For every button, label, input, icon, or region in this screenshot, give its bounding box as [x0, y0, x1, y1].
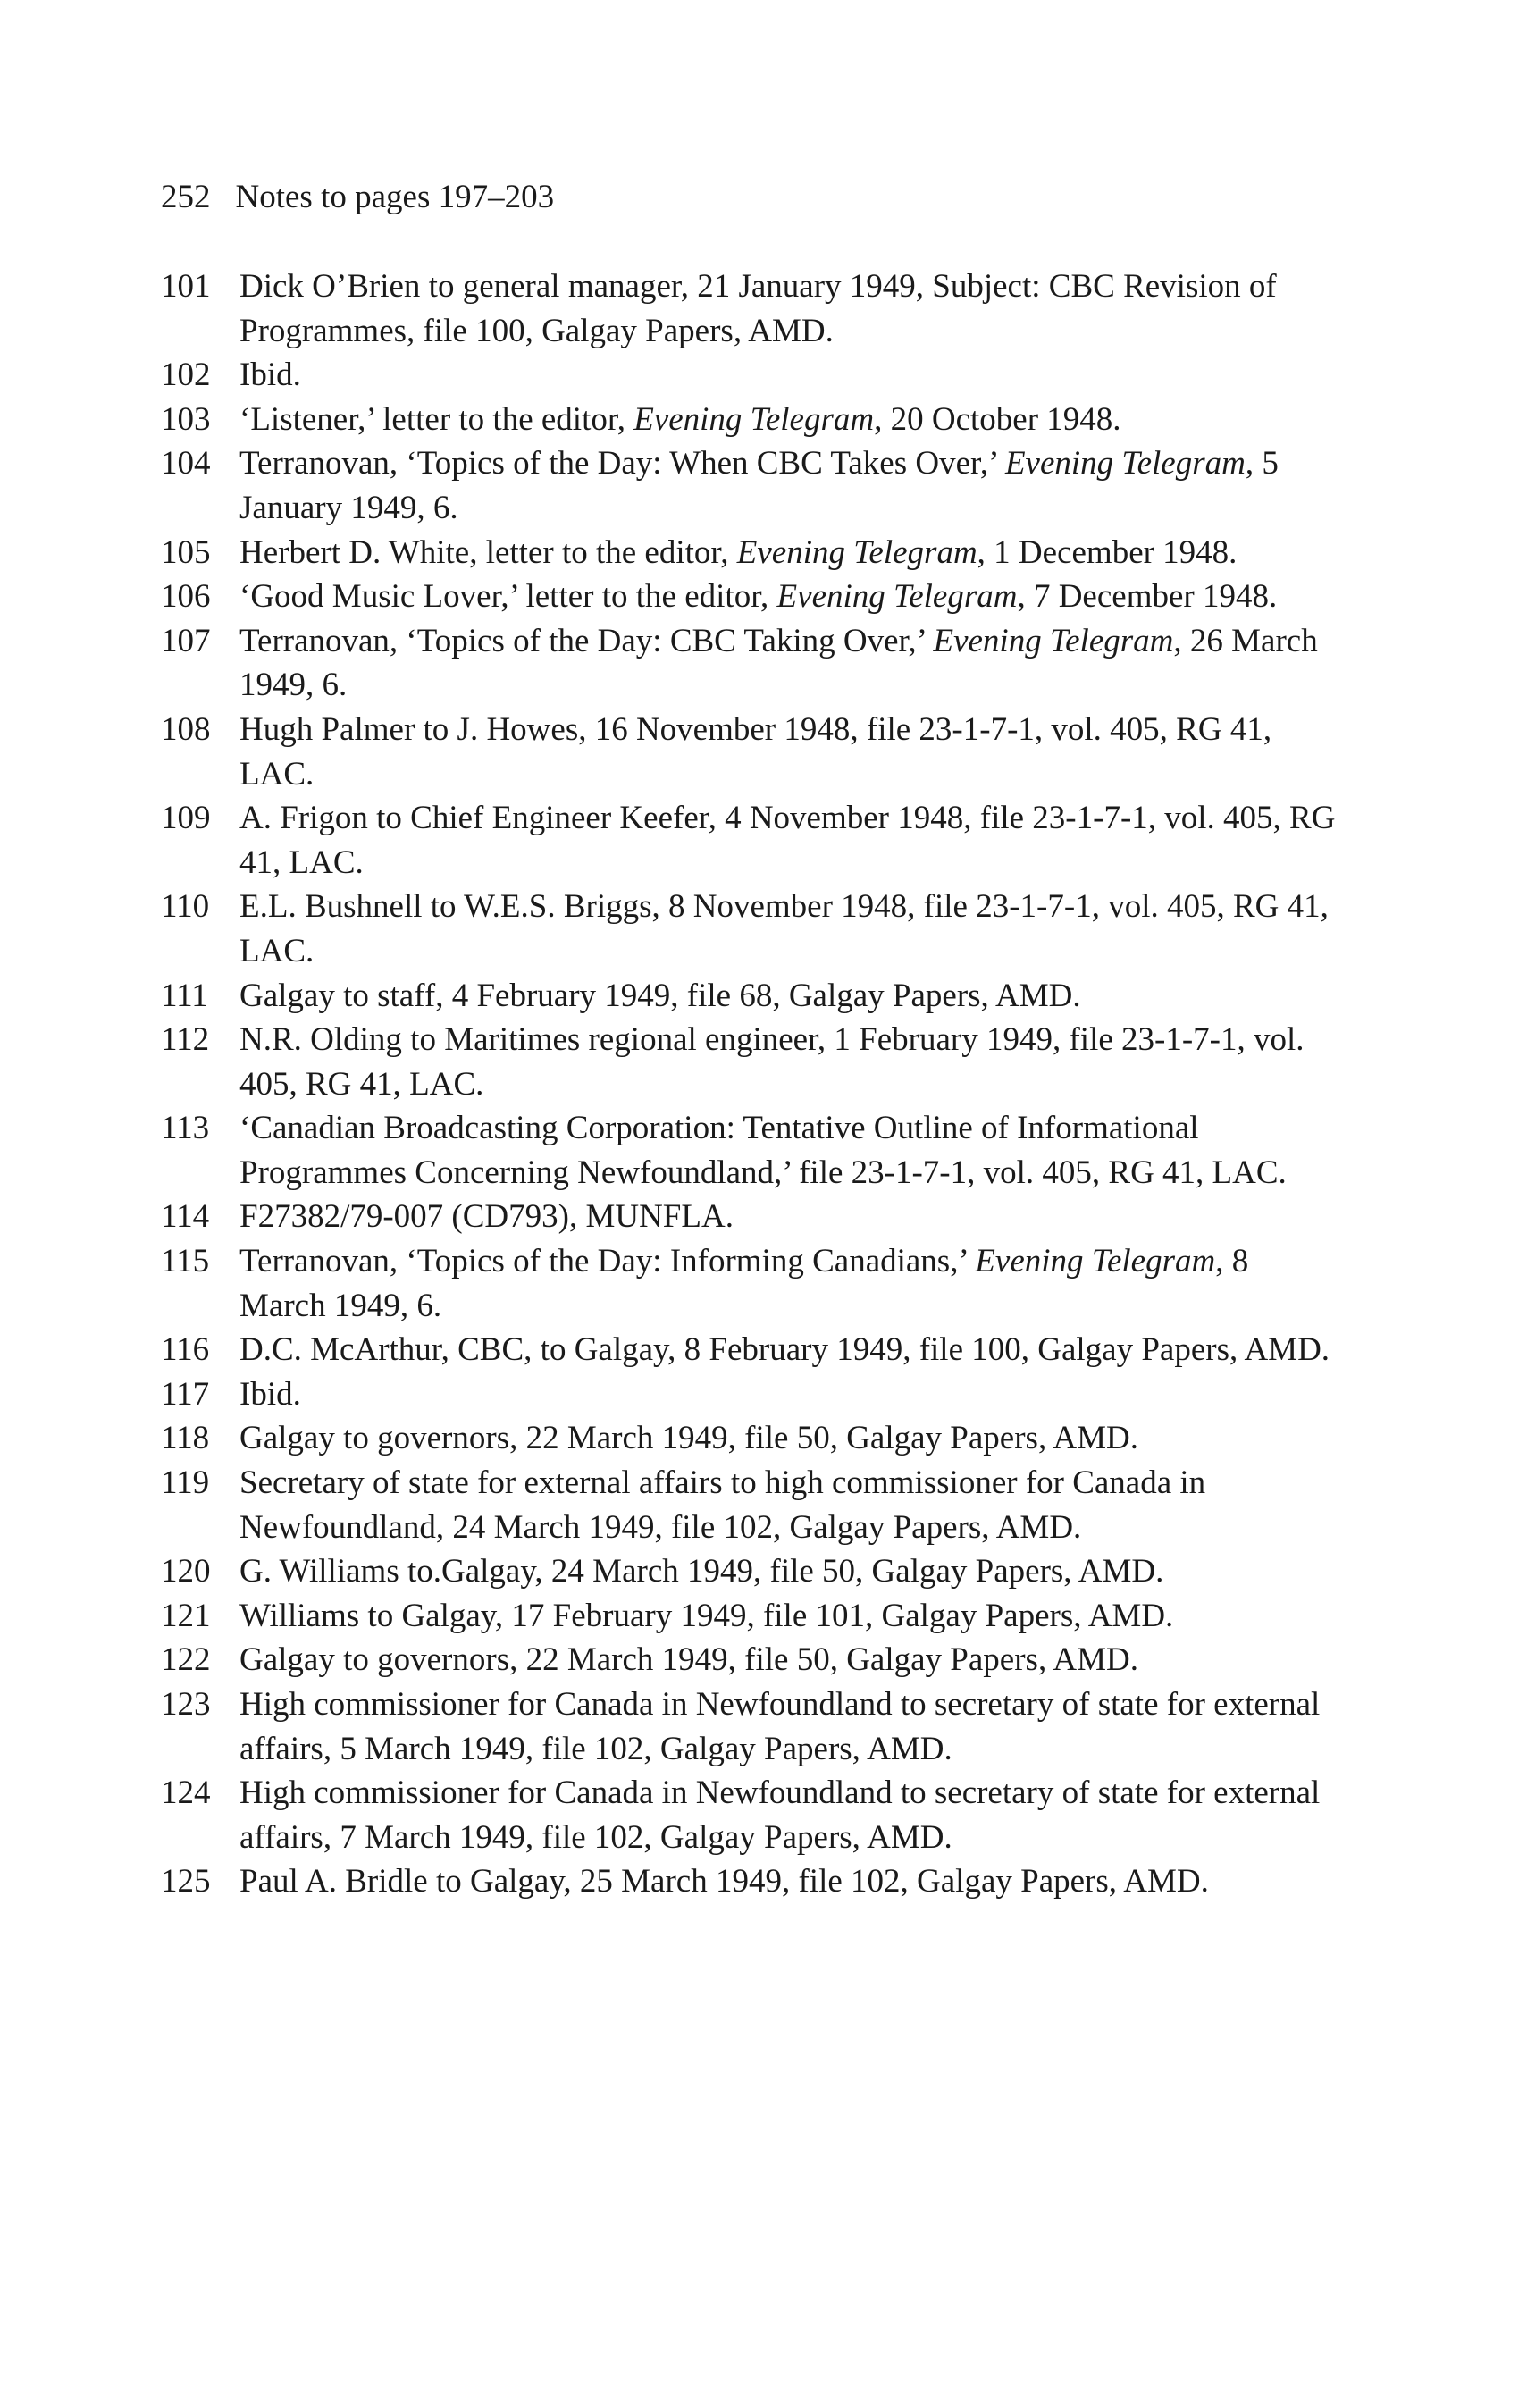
- endnote-text-run: , 20 October 1948.: [874, 400, 1121, 438]
- endnote-text-run: F27382/79-007 (CD793), MUNFLA.: [239, 1198, 734, 1236]
- endnote-text: [239, 1641, 1138, 1678]
- endnote-text-run: Terranovan, ‘Topics of the Day: Informing Canadians,’: [239, 1243, 976, 1280]
- publication-title: Evening Telegram: [633, 400, 875, 438]
- publication-title: Evening Telegram: [776, 578, 1018, 616]
- endnote-number: 111: [161, 977, 208, 1014]
- endnote-text: [239, 711, 1271, 793]
- endnote-text-run: N.R. Olding to Maritimes regional engineer, 1 February 1949, file 23-1-7-1, vol. 405, RG 41, LAC.: [239, 1021, 1305, 1103]
- endnote-text: [239, 1464, 1205, 1546]
- endnote-text-run: , 1 December 1948.: [977, 533, 1238, 571]
- endnote-text-run: High commissioner for Canada in Newfoundland to secretary of state for external affairs, 5 March 1949, file 102, Galgay Papers, AMD.: [239, 1686, 1321, 1767]
- endnote-text-run: D.C. McArthur, CBC, to Galgay, 8 February 1949, file 100, Galgay Papers, AMD.: [239, 1331, 1330, 1369]
- endnote: [161, 353, 1340, 398]
- endnote-text-run: Hugh Palmer to J. Howes, 16 November 1948, file 23-1-7-1, vol. 405, RG 41, LAC.: [239, 710, 1272, 793]
- endnote: [161, 1638, 1340, 1682]
- endnote-text: [239, 578, 1277, 615]
- running-head-title: Notes to pages 197–203: [235, 179, 555, 215]
- endnote-text: [239, 534, 1237, 571]
- endnote: [161, 1416, 1340, 1461]
- endnote-number: 122: [161, 1641, 211, 1679]
- endnote-number: 105: [161, 533, 211, 571]
- endnote-text-run: , 7 December 1948.: [1017, 578, 1278, 616]
- endnote-number: 115: [161, 1243, 210, 1280]
- publication-title: Evening Telegram: [1004, 445, 1246, 482]
- endnote-text-run: , 26 March 1949, 6.: [239, 622, 1318, 704]
- endnote: [161, 398, 1340, 442]
- endnote: [161, 796, 1340, 885]
- endnote-number: 113: [161, 1110, 210, 1147]
- endnote-text: [239, 1243, 1248, 1324]
- endnote-number: 119: [161, 1464, 210, 1502]
- endnote-number: 114: [161, 1198, 210, 1236]
- endnote-text-run: , 5 January 1949, 6.: [239, 445, 1279, 526]
- endnote-text: [239, 1553, 1163, 1590]
- endnote-text: [239, 268, 1277, 349]
- endnote-text-run: , 8 March 1949, 6.: [239, 1243, 1249, 1324]
- endnote: [161, 1594, 1340, 1639]
- endnote-text: [239, 888, 1329, 969]
- endnote-text: [239, 623, 1318, 704]
- endnote: [161, 1859, 1340, 1904]
- endnote-text: [239, 1376, 301, 1413]
- endnote-number: 109: [161, 800, 211, 837]
- endnote-text: [239, 1686, 1320, 1767]
- endnote: [161, 974, 1340, 1019]
- endnote-text-run: G. Williams to.Galgay, 24 March 1949, file 50, Galgay Papers, AMD.: [239, 1553, 1164, 1590]
- endnote: [161, 1106, 1340, 1195]
- endnote-number: 106: [161, 578, 211, 616]
- endnote: [161, 1771, 1340, 1859]
- endnote-number: 121: [161, 1597, 211, 1634]
- endnote-text-run: Galgay to governors, 22 March 1949, file 50, Galgay Papers, AMD.: [239, 1420, 1138, 1457]
- endnote-text: [239, 1331, 1330, 1368]
- endnote: [161, 1682, 1340, 1771]
- endnote-text-run: Terranovan, ‘Topics of the Day: When CBC Takes Over,’: [239, 445, 1005, 482]
- endnote-text-run: E.L. Bushnell to W.E.S. Briggs, 8 November 1948, file 23-1-7-1, vol. 405, RG 41, LAC.: [239, 888, 1329, 969]
- endnote-number: 117: [161, 1375, 210, 1413]
- endnote-text: [239, 800, 1335, 881]
- endnote-number: 110: [161, 888, 210, 926]
- endnote-text: [239, 1420, 1138, 1456]
- endnote-number: 116: [161, 1331, 210, 1369]
- endnote-number: 120: [161, 1553, 211, 1590]
- publication-title: Evening Telegram: [736, 533, 977, 571]
- endnote-number: 118: [161, 1420, 210, 1457]
- endnote-text: [239, 357, 301, 393]
- endnote-text-run: Williams to Galgay, 17 February 1949, file 101, Galgay Papers, AMD.: [239, 1597, 1174, 1634]
- endnote-number: 123: [161, 1686, 211, 1723]
- endnote: [161, 1195, 1340, 1239]
- endnote-text: [239, 1775, 1320, 1856]
- endnote-text-run: ‘Listener,’ letter to the editor,: [239, 400, 634, 438]
- endnote: [161, 1328, 1340, 1372]
- endnote-number: 124: [161, 1775, 211, 1812]
- publication-title: Evening Telegram: [975, 1243, 1216, 1280]
- endnote-text-run: Galgay to staff, 4 February 1949, file 68, Galgay Papers, AMD.: [239, 977, 1081, 1014]
- endnote-text: [239, 401, 1121, 438]
- endnote-text-run: Terranovan, ‘Topics of the Day: CBC Taking Over,’: [239, 622, 934, 659]
- endnote-number: 103: [161, 400, 211, 438]
- endnote-number: 112: [161, 1021, 210, 1059]
- endnote: [161, 531, 1340, 575]
- endnote-number: 101: [161, 268, 211, 305]
- endnote-number: 107: [161, 622, 211, 659]
- running-head: [161, 175, 554, 220]
- endnote-text-run: Secretary of state for external affairs to high commissioner for Canada in Newfoundland, 24 March 1949, file 102, Galgay Papers, AMD.: [239, 1464, 1206, 1546]
- endnote-text-run: Herbert D. White, letter to the editor,: [239, 533, 737, 571]
- endnote-number: 125: [161, 1863, 211, 1900]
- endnote-text-run: Dick O’Brien to general manager, 21 January 1949, Subject: CBC Revision of Programmes, file 100, Galgay Papers, AMD.: [239, 268, 1277, 349]
- endnote-number: 104: [161, 445, 211, 482]
- endnote: [161, 441, 1340, 530]
- endnote-text-run: Ibid.: [239, 1375, 301, 1413]
- endnote-text-run: ‘Canadian Broadcasting Corporation: Tentative Outline of Informational Programmes Concerning Newfoundland,’ file 23-1-7-1, vol. 405, RG 41, LAC.: [239, 1110, 1287, 1191]
- publication-title: Evening Telegram: [933, 622, 1174, 659]
- endnote: [161, 885, 1340, 973]
- endnote: [161, 708, 1340, 796]
- endnote-text-run: ‘Good Music Lover,’ letter to the editor,: [239, 578, 777, 616]
- endnote-text-run: Ibid.: [239, 357, 301, 394]
- endnote-text: [239, 1198, 734, 1235]
- endnotes-list: [161, 264, 1340, 1904]
- endnote: [161, 1018, 1340, 1106]
- endnote: [161, 1461, 1340, 1549]
- endnote: [161, 575, 1340, 619]
- endnote-text: [239, 1863, 1209, 1900]
- endnote-number: 108: [161, 710, 211, 748]
- endnote: [161, 1239, 1340, 1328]
- endnote-text-run: Paul A. Bridle to Galgay, 25 March 1949, file 102, Galgay Papers, AMD.: [239, 1863, 1209, 1900]
- endnote-text-run: Galgay to governors, 22 March 1949, file 50, Galgay Papers, AMD.: [239, 1641, 1138, 1679]
- endnote: [161, 1372, 1340, 1417]
- endnote: [161, 1549, 1340, 1594]
- endnote-text: [239, 977, 1081, 1014]
- endnote-text-run: A. Frigon to Chief Engineer Keefer, 4 November 1948, file 23-1-7-1, vol. 405, RG 41, LAC.: [239, 800, 1336, 881]
- endnote-number: 102: [161, 357, 211, 394]
- endnote: [161, 619, 1340, 708]
- endnote-text: [239, 1021, 1305, 1103]
- page-number: 252: [161, 179, 211, 215]
- endnote-text-run: High commissioner for Canada in Newfoundland to secretary of state for external affairs, 7 March 1949, file 102, Galgay Papers, AMD.: [239, 1775, 1321, 1856]
- endnote: [161, 264, 1340, 353]
- endnote-text: [239, 445, 1279, 526]
- endnote-text: [239, 1110, 1287, 1191]
- endnote-text: [239, 1598, 1173, 1634]
